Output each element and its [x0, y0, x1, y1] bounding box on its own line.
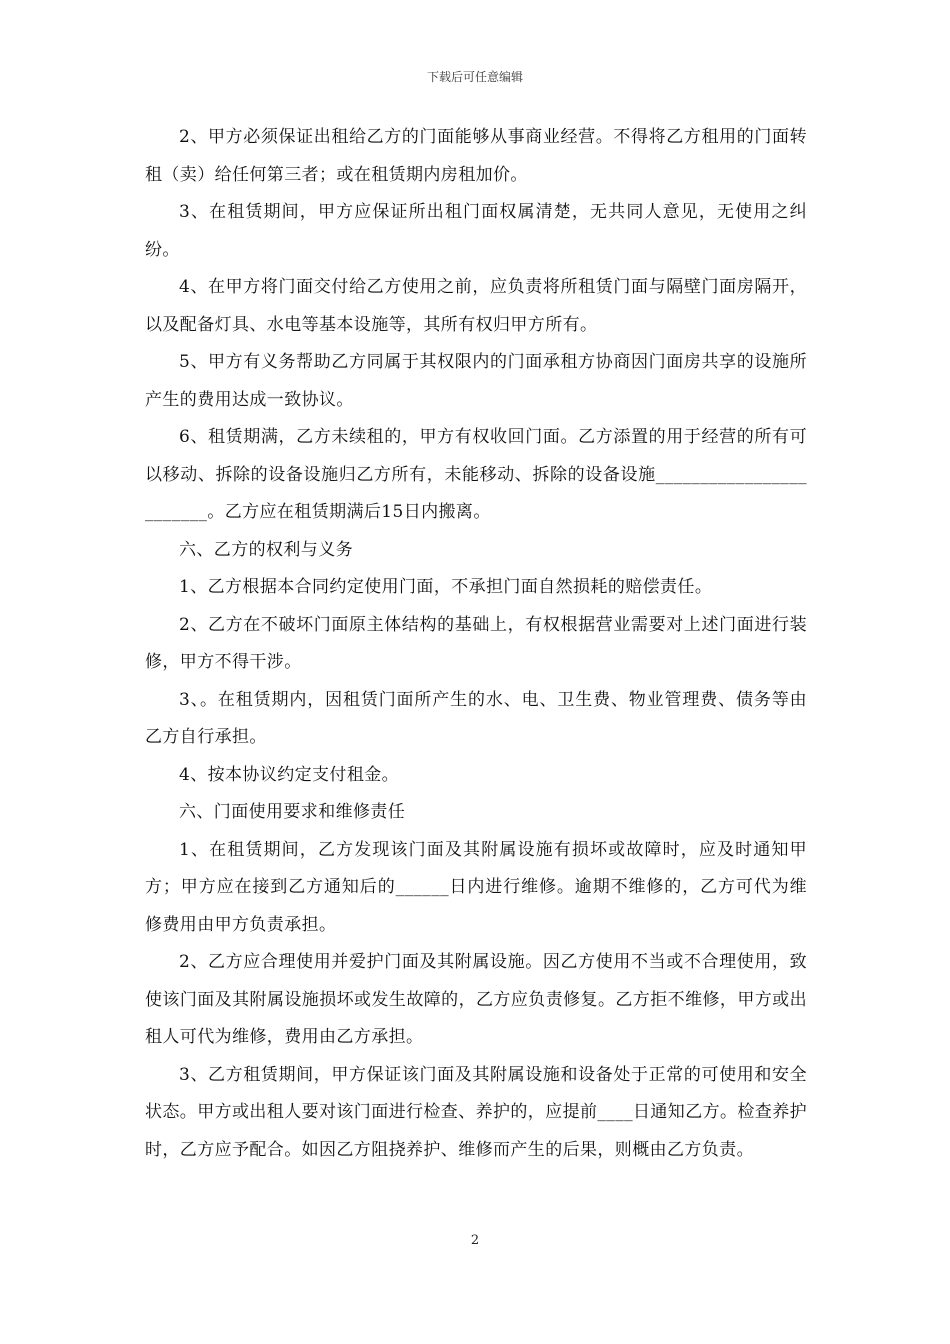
section-heading-tenant-rights: 六、乙方的权利与义务	[179, 539, 353, 560]
paragraph-landlord-clause-4: 4、在甲方将门面交付给乙方使用之前，应负责将所租赁门面与隔壁门面房隔开，以及配备灯具、水电等基本设施等，其所有权归甲方所有。	[145, 277, 807, 335]
paragraph-tenant-clause-1: 1、乙方根据本合同约定使用门面，不承担门面自然损耗的赔偿责任。	[179, 577, 713, 597]
paragraph-maintenance-clause-1: 1、在租赁期间，乙方发现该门面及其附属设施有损坏或故障时，应及时通知甲方；甲方应在接到乙方通知后的______日内进行维修。逾期不维修的，乙方可代为维修费用由甲方负责承担。	[145, 839, 807, 935]
paragraph-landlord-clause-6: 6、租赁期满，乙方未续租的，甲方有权收回门面。乙方添置的用于经营的所有可以移动、拆除的设备设施归乙方所有，未能移动、拆除的设备设施________________________。乙方应在租赁期满后15日内搬离。	[145, 427, 807, 522]
paragraph-tenant-clause-3: 3、。在租赁期内，因租赁门面所产生的水、电、卫生费、物业管理费、债务等由乙方自行承担。	[145, 689, 807, 747]
section-heading-maintenance: 六、门面使用要求和维修责任	[179, 802, 406, 822]
page-header: 下载后可任意编辑	[426, 70, 523, 84]
page-number: 2	[470, 1233, 480, 1248]
paragraph-tenant-clause-2: 2、乙方在不破坏门面原主体结构的基础上，有权根据营业需要对上述门面进行装修，甲方不得干涉。	[145, 614, 807, 672]
document-body	[145, 119, 807, 1169]
paragraph-landlord-clause-5: 5、甲方有义务帮助乙方同属于其权限内的门面承租方协商因门面房共享的设施所产生的费用达成一致协议。	[145, 352, 807, 410]
paragraph-maintenance-clause-3: 3、乙方租赁期间，甲方保证该门面及其附属设施和设备处于正常的可使用和安全状态。甲方或出租人要对该门面进行检查、养护的，应提前____日通知乙方。检查养护时，乙方应予配合。如因乙方阻挠养护、维修而产生的后果，则概由乙方负责。	[145, 1064, 807, 1160]
paragraph-landlord-clause-3: 3、在租赁期间，甲方应保证所出租门面权属清楚，无共同人意见，无使用之纠纷。	[145, 202, 807, 260]
paragraph-landlord-clause-2: 2、甲方必须保证出租给乙方的门面能够从事商业经营。不得将乙方租用的门面转租（卖）给任何第三者；或在租赁期内房租加价。	[145, 127, 807, 185]
paragraph-maintenance-clause-2: 2、乙方应合理使用并爱护门面及其附属设施。因乙方使用不当或不合理使用，致使该门面及其附属设施损坏或发生故障的，乙方应负责修复。乙方拒不维修，甲方或出租人可代为维修，费用由乙方承担。	[145, 952, 807, 1047]
paragraph-tenant-clause-4: 4、按本协议约定支付租金。	[179, 764, 400, 785]
